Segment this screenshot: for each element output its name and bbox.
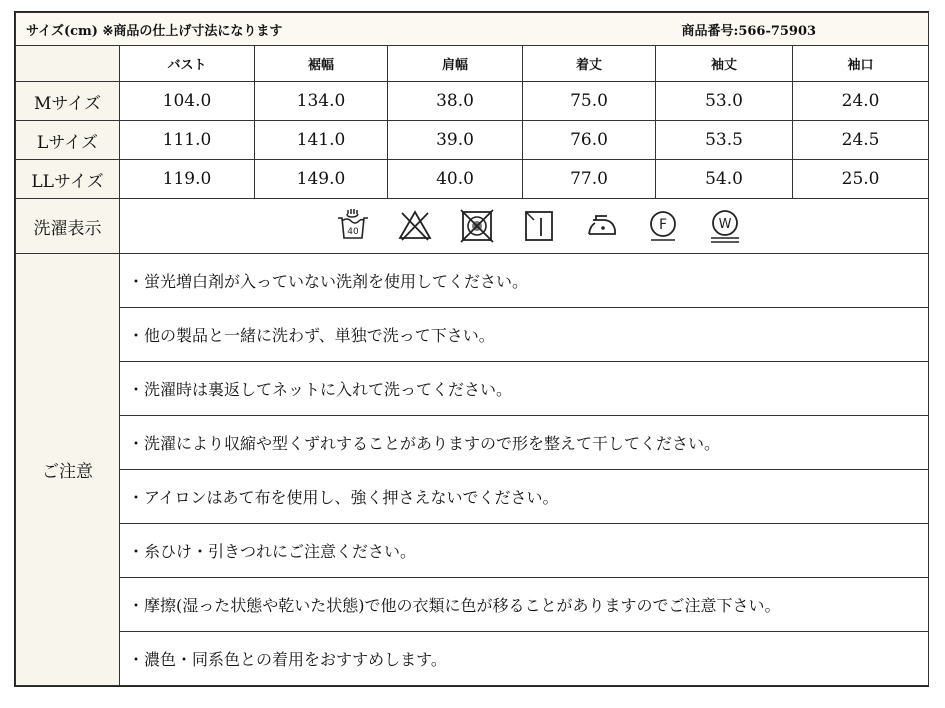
care-label: ご注意 [16,254,120,686]
care-note: ・摩擦(湿った状態や乾いた状態)で他の衣類に色が移ることがありますのでご注意下さい。 [120,578,929,632]
size-care-sheet [14,11,929,687]
corner-cell [16,46,120,82]
care-row [16,308,929,362]
care-row [16,632,929,686]
care-row [16,254,929,308]
column-header: 袖丈 [656,46,793,82]
washing-label: 洗濯表示 [16,199,120,254]
dry-clean-letter: F [659,217,668,233]
size-value: 77.0 [523,160,656,199]
wet-clean-letter: W [718,217,732,232]
column-header: 裾幅 [255,46,388,82]
column-header: 肩幅 [388,46,523,82]
size-table [15,12,929,686]
size-row-m [16,82,929,121]
care-row [16,416,929,470]
care-row [16,470,929,524]
size-value: 40.0 [388,160,523,199]
size-row-l [16,121,929,160]
size-value: 24.0 [793,82,929,121]
product-number: 商品番号:566-75903 [523,13,929,46]
hand-wash-icon [335,208,371,244]
size-table-title: サイズ(cm) ※商品の仕上げ寸法になります [16,13,523,46]
column-header: バスト [120,46,255,82]
washing-symbols [120,199,929,254]
care-note: ・アイロンはあて布を使用し、強く押さえないでください。 [120,470,929,524]
column-header-row [16,46,929,82]
size-value: 76.0 [523,121,656,160]
washing-row [16,199,929,254]
size-value: 75.0 [523,82,656,121]
size-row-ll [16,160,929,199]
care-note: ・洗濯により収縮や型くずれすることがありますので形を整えて干してください。 [120,416,929,470]
iron-low-icon [583,208,619,244]
size-label: Lサイズ [16,121,120,160]
size-value: 111.0 [120,121,255,160]
hand-wash-temp: 40 [347,227,359,237]
size-value: 25.0 [793,160,929,199]
size-value: 119.0 [120,160,255,199]
care-row [16,578,929,632]
size-value: 38.0 [388,82,523,121]
size-value: 134.0 [255,82,388,121]
wet-clean-w-icon [707,208,743,244]
no-bleach-icon [397,208,433,244]
care-note: ・糸ひけ・引きつれにご注意ください。 [120,524,929,578]
dry-clean-f-icon [645,208,681,244]
size-label: Mサイズ [16,82,120,121]
size-value: 149.0 [255,160,388,199]
care-note: ・洗濯時は裏返してネットに入れて洗ってください。 [120,362,929,416]
column-header: 着丈 [523,46,656,82]
header-row [16,13,929,46]
size-value: 104.0 [120,82,255,121]
size-value: 141.0 [255,121,388,160]
care-row [16,524,929,578]
care-note: ・他の製品と一緒に洗わず、単独で洗って下さい。 [120,308,929,362]
care-row [16,362,929,416]
column-header: 袖口 [793,46,929,82]
care-note: ・蛍光増白剤が入っていない洗剤を使用してください。 [120,254,929,308]
size-value: 53.5 [656,121,793,160]
size-value: 24.5 [793,121,929,160]
size-label: LLサイズ [16,160,120,199]
care-note: ・濃色・同系色との着用をおすすめします。 [120,632,929,686]
size-value: 54.0 [656,160,793,199]
line-dry-shade-icon [521,208,557,244]
no-tumble-dry-icon [459,208,495,244]
size-value: 39.0 [388,121,523,160]
size-value: 53.0 [656,82,793,121]
